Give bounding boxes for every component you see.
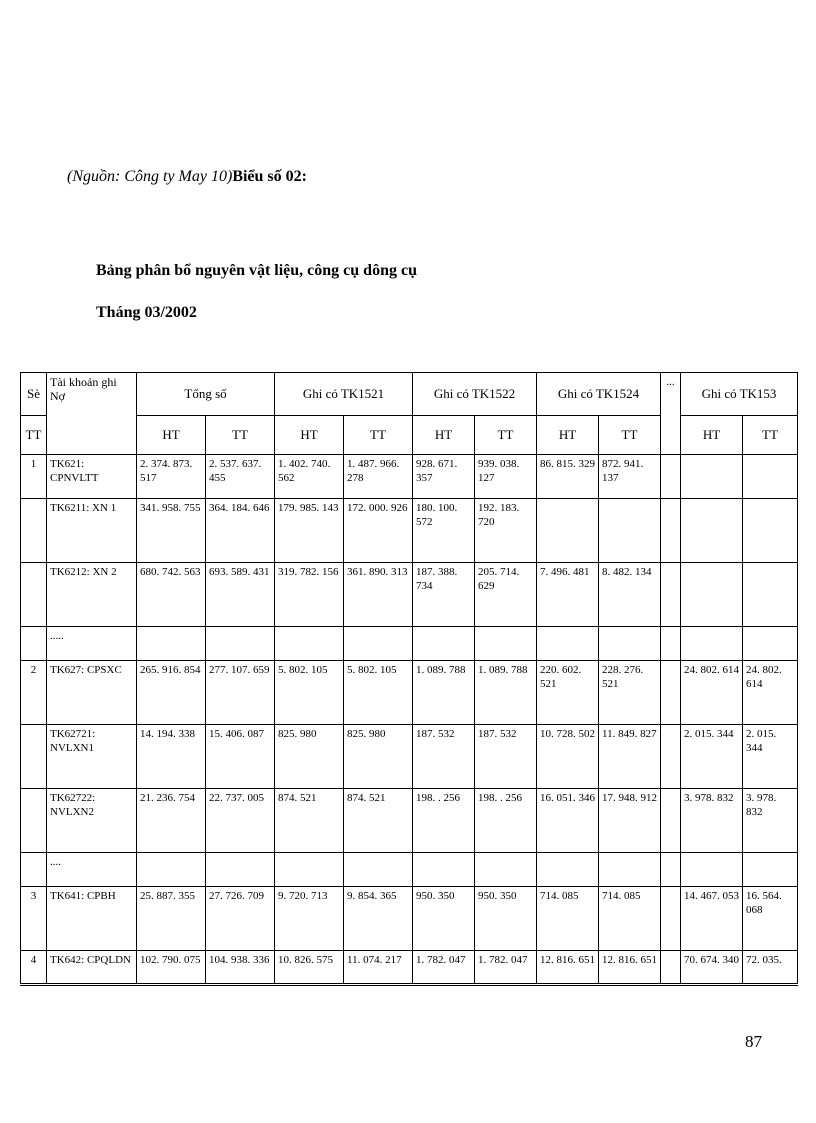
row-value-text: 228. 276. 521 (602, 664, 644, 690)
row-value (599, 563, 661, 627)
row-account (47, 887, 137, 951)
row-value (681, 627, 743, 661)
row-value (275, 499, 344, 563)
row-stt (21, 499, 47, 563)
table-body (21, 455, 798, 985)
row-value (275, 951, 344, 985)
row-value (743, 853, 798, 887)
row-value (344, 455, 413, 499)
row-value (537, 661, 599, 725)
row-value-text: 680. 742. 563 (140, 566, 201, 578)
row-value (137, 951, 206, 985)
col-tk1521-ht: HT (275, 416, 344, 455)
row-value-text: 27. 726. 709 (209, 890, 264, 902)
col-tk1521-tt: TT (344, 416, 413, 455)
row-account-text: TK627: CPSXC (50, 664, 122, 676)
row-value (137, 853, 206, 887)
row-value (413, 455, 475, 499)
row-value-text: 872. 941. 137 (602, 458, 644, 484)
row-value (743, 455, 798, 499)
row-value (599, 789, 661, 853)
row-value-text: 341. 958. 755 (140, 502, 201, 514)
row-value-text: 1. 089. 788 (478, 664, 528, 676)
row-value (275, 853, 344, 887)
col-tk1522-ht: HT (413, 416, 475, 455)
row-stt (21, 887, 47, 951)
row-value-text: 14. 467. 053 (684, 890, 739, 902)
row-value (137, 455, 206, 499)
row-stt-text: 3 (30, 890, 37, 902)
row-value (137, 563, 206, 627)
row-value (413, 725, 475, 789)
row-value-text: 265. 916. 854 (140, 664, 201, 676)
row-value (206, 455, 275, 499)
row-value-text: 12. 816. 651 (540, 954, 595, 966)
col-group-tk1522: Ghi có TK1522 (413, 373, 537, 416)
row-value (661, 627, 681, 661)
row-value (413, 951, 475, 985)
row-value (599, 951, 661, 985)
row-value (743, 499, 798, 563)
row-value (413, 563, 475, 627)
row-value (344, 887, 413, 951)
table-row (21, 853, 798, 887)
row-value-text: 104. 938. 336 (209, 954, 270, 966)
row-value (475, 789, 537, 853)
header-row-sub (21, 416, 798, 455)
row-value (344, 951, 413, 985)
row-value-text: 15. 406. 087 (209, 728, 264, 740)
col-tk1522-tt: TT (475, 416, 537, 455)
row-stt-text: 1 (30, 458, 37, 470)
col-group-ellipsis: ... (661, 373, 681, 455)
row-account-text: ..... (50, 630, 64, 642)
row-value (661, 661, 681, 725)
row-account-text: TK621: CPNVLTT (50, 458, 99, 484)
allocation-table (20, 372, 798, 986)
row-value (681, 499, 743, 563)
row-value-text: 1. 402. 740. 562 (278, 458, 331, 484)
row-value (743, 563, 798, 627)
row-value-text: 1. 782. 047 (416, 954, 466, 966)
row-value (206, 887, 275, 951)
row-value (137, 725, 206, 789)
row-value (475, 563, 537, 627)
row-value (661, 563, 681, 627)
row-value (475, 853, 537, 887)
row-value (537, 627, 599, 661)
row-value-text: 205. 714. 629 (478, 566, 520, 592)
row-value (599, 661, 661, 725)
row-value (599, 455, 661, 499)
row-value-text: 361. 890. 313 (347, 566, 408, 578)
row-value (275, 627, 344, 661)
row-value-text: 192. 183. 720 (478, 502, 520, 528)
row-value (137, 661, 206, 725)
row-value-text: 928. 671. 357 (416, 458, 458, 484)
row-value (661, 887, 681, 951)
col-group-total: Tổng số (137, 373, 275, 416)
row-account (47, 951, 137, 985)
row-value-text: 1. 089. 788 (416, 664, 466, 676)
row-value (599, 627, 661, 661)
row-account-text: TK6212: XN 2 (50, 566, 117, 578)
row-value-text: 714. 085 (540, 890, 579, 902)
row-value-text: 2. 015. 344 (746, 728, 777, 754)
row-stt-text: 2 (30, 664, 37, 676)
row-value (344, 725, 413, 789)
row-value-text: 7. 496. 481 (540, 566, 590, 578)
row-value-text: 1. 782. 047 (478, 954, 528, 966)
row-value (599, 499, 661, 563)
row-account-text: TK642: CPQLDN (50, 954, 131, 966)
row-value (537, 853, 599, 887)
row-value-text: 14. 194. 338 (140, 728, 195, 740)
row-value-text: 187. 532 (416, 728, 455, 740)
col-group-tk1524: Ghi có TK1524 (537, 373, 661, 416)
row-value (137, 887, 206, 951)
row-account (47, 455, 137, 499)
table-row (21, 563, 798, 627)
row-account (47, 789, 137, 853)
row-value-text: 1. 487. 966. 278 (347, 458, 400, 484)
row-value (275, 725, 344, 789)
row-value (743, 725, 798, 789)
row-value (681, 455, 743, 499)
row-value-text: 24. 802. 614 (746, 664, 782, 690)
row-value (475, 661, 537, 725)
page-number: 87 (745, 1032, 762, 1051)
row-value-text: 12. 816. 651 (602, 954, 657, 966)
row-value-text: 319. 782. 156 (278, 566, 339, 578)
row-value (743, 887, 798, 951)
row-value (661, 853, 681, 887)
source-note: (Nguồn: Công ty May 10) (67, 168, 233, 185)
row-value (206, 789, 275, 853)
row-value (137, 499, 206, 563)
table-row (21, 455, 798, 499)
table-row (21, 627, 798, 661)
row-account (47, 627, 137, 661)
col-tk153-tt: TT (743, 416, 798, 455)
col-tk153-ht: HT (681, 416, 743, 455)
row-value (206, 661, 275, 725)
table-row (21, 951, 798, 985)
row-value-text: 3. 978. 832 (684, 792, 734, 804)
table-month: Tháng 03/2002 (96, 304, 197, 321)
row-stt (21, 563, 47, 627)
col-group-tk153: Ghi có TK153 (681, 373, 798, 416)
row-value (681, 853, 743, 887)
row-value-text: 5. 802. 105 (347, 664, 397, 676)
row-stt (21, 789, 47, 853)
row-value (475, 951, 537, 985)
row-value (206, 853, 275, 887)
row-value-text: 16. 051. 346 (540, 792, 595, 804)
row-value-text: 2. 015. 344 (684, 728, 734, 740)
row-value-text: 9. 720. 713 (278, 890, 328, 902)
col-stt-2: TT (21, 416, 47, 455)
row-value (275, 661, 344, 725)
row-value (537, 789, 599, 853)
row-value (206, 951, 275, 985)
row-account (47, 853, 137, 887)
row-value (413, 627, 475, 661)
row-value-text: 10. 728. 502 (540, 728, 595, 740)
row-value-text: 220. 602. 521 (540, 664, 582, 690)
row-value (743, 627, 798, 661)
row-value (275, 789, 344, 853)
row-value (661, 789, 681, 853)
row-value-text: 70. 674. 340 (684, 954, 739, 966)
col-tk1524-tt: TT (599, 416, 661, 455)
row-value (681, 725, 743, 789)
row-stt (21, 455, 47, 499)
row-stt (21, 627, 47, 661)
row-value (743, 661, 798, 725)
row-value-text: 8. 482. 134 (602, 566, 652, 578)
row-value (681, 661, 743, 725)
row-value-text: 180. 100. 572 (416, 502, 458, 528)
row-value (344, 853, 413, 887)
row-value-text: 21. 236. 754 (140, 792, 195, 804)
row-value (599, 725, 661, 789)
row-value-text: 11. 074. 217 (347, 954, 402, 966)
table-row (21, 789, 798, 853)
row-value-text: 10. 826. 575 (278, 954, 333, 966)
row-value-text: 102. 790. 075 (140, 954, 201, 966)
row-value (537, 499, 599, 563)
row-stt (21, 661, 47, 725)
col-stt: Sè (21, 373, 47, 416)
row-value-text: 72. 035. (746, 954, 782, 966)
row-value (537, 725, 599, 789)
row-value (344, 789, 413, 853)
row-value (681, 789, 743, 853)
row-account (47, 563, 137, 627)
row-value (137, 627, 206, 661)
row-value (344, 627, 413, 661)
row-value-text: 3. 978. 832 (746, 792, 777, 818)
row-value (661, 951, 681, 985)
row-value (413, 789, 475, 853)
row-value-text: 86. 815. 329 (540, 458, 595, 470)
row-value-text: 2. 374. 873. 517 (140, 458, 193, 484)
row-value (275, 887, 344, 951)
row-value (537, 455, 599, 499)
row-value-text: 24. 802. 614 (684, 664, 739, 676)
row-value-text: 16. 564. 068 (746, 890, 782, 916)
row-value (413, 853, 475, 887)
header-row-groups (21, 373, 798, 416)
row-account (47, 725, 137, 789)
row-value-text: 2. 537. 637. 455 (209, 458, 262, 484)
row-account-text: TK6211: XN 1 (50, 502, 117, 514)
row-account-text: TK641: CPBH (50, 890, 116, 902)
row-value-text: 11. 849. 827 (602, 728, 657, 740)
row-value (475, 627, 537, 661)
row-value-text: 17. 948. 912 (602, 792, 657, 804)
row-value-text: 277. 107. 659 (209, 664, 270, 676)
row-value (743, 789, 798, 853)
row-value-text: 198. . 256 (478, 792, 522, 804)
row-value (206, 563, 275, 627)
row-value (661, 499, 681, 563)
row-value-text: 950. 350 (478, 890, 517, 902)
row-value-text: 5. 802. 105 (278, 664, 328, 676)
row-value (475, 887, 537, 951)
row-value-text: 187. 532 (478, 728, 517, 740)
row-value-text: 825. 980 (347, 728, 386, 740)
row-value (599, 887, 661, 951)
row-value (681, 951, 743, 985)
row-value (475, 725, 537, 789)
row-account-text: TK62722: NVLXN2 (50, 792, 96, 818)
table-row (21, 725, 798, 789)
row-value-text: 693. 589. 431 (209, 566, 270, 578)
row-value (344, 661, 413, 725)
row-value (661, 725, 681, 789)
row-value (599, 853, 661, 887)
row-value (275, 563, 344, 627)
row-account-text: TK62721: NVLXN1 (50, 728, 96, 754)
row-value (413, 499, 475, 563)
row-stt (21, 725, 47, 789)
row-value (661, 455, 681, 499)
row-value-text: 198. . 256 (416, 792, 460, 804)
row-stt (21, 853, 47, 887)
row-account (47, 661, 137, 725)
row-stt (21, 951, 47, 985)
row-value-text: 9. 854. 365 (347, 890, 397, 902)
source-line (67, 168, 307, 186)
row-value-text: 950. 350 (416, 890, 455, 902)
col-account: Tài khoản ghi Nợ (47, 373, 137, 455)
row-value (681, 563, 743, 627)
row-value (475, 499, 537, 563)
row-value (413, 661, 475, 725)
row-value-text: 874. 521 (347, 792, 386, 804)
row-value-text: 714. 085 (602, 890, 641, 902)
table-row (21, 661, 798, 725)
row-value-text: 179. 985. 143 (278, 502, 339, 514)
row-value (743, 951, 798, 985)
row-value-text: 874. 521 (278, 792, 317, 804)
row-value (413, 887, 475, 951)
row-value-text: 939. 038. 127 (478, 458, 520, 484)
row-value (475, 455, 537, 499)
col-group-tk1521: Ghi có TK1521 (275, 373, 413, 416)
row-value (537, 563, 599, 627)
row-value-text: 25. 887. 355 (140, 890, 195, 902)
row-stt-text: 4 (30, 954, 37, 966)
row-value (206, 627, 275, 661)
row-value-text: 22. 737. 005 (209, 792, 264, 804)
table-title: Bảng phân bổ nguyên vật liệu, công cụ dông cụ (96, 262, 417, 279)
row-value-text: 187. 388. 734 (416, 566, 458, 592)
row-value (344, 563, 413, 627)
row-value (537, 887, 599, 951)
row-value-text: 172. 000. 926 (347, 502, 408, 514)
row-value-text: 364. 184. 646 (209, 502, 270, 514)
row-account (47, 499, 137, 563)
col-total-ht: HT (137, 416, 206, 455)
row-value (537, 951, 599, 985)
row-value (137, 789, 206, 853)
row-value (275, 455, 344, 499)
row-value (206, 725, 275, 789)
figure-label: Biểu số 02: (232, 168, 307, 185)
row-value-text: 825. 980 (278, 728, 317, 740)
row-value (681, 887, 743, 951)
row-value (344, 499, 413, 563)
col-tk1524-ht: HT (537, 416, 599, 455)
row-value (206, 499, 275, 563)
table-row (21, 499, 798, 563)
row-account-text: .... (50, 856, 61, 868)
table-row (21, 887, 798, 951)
col-total-tt: TT (206, 416, 275, 455)
